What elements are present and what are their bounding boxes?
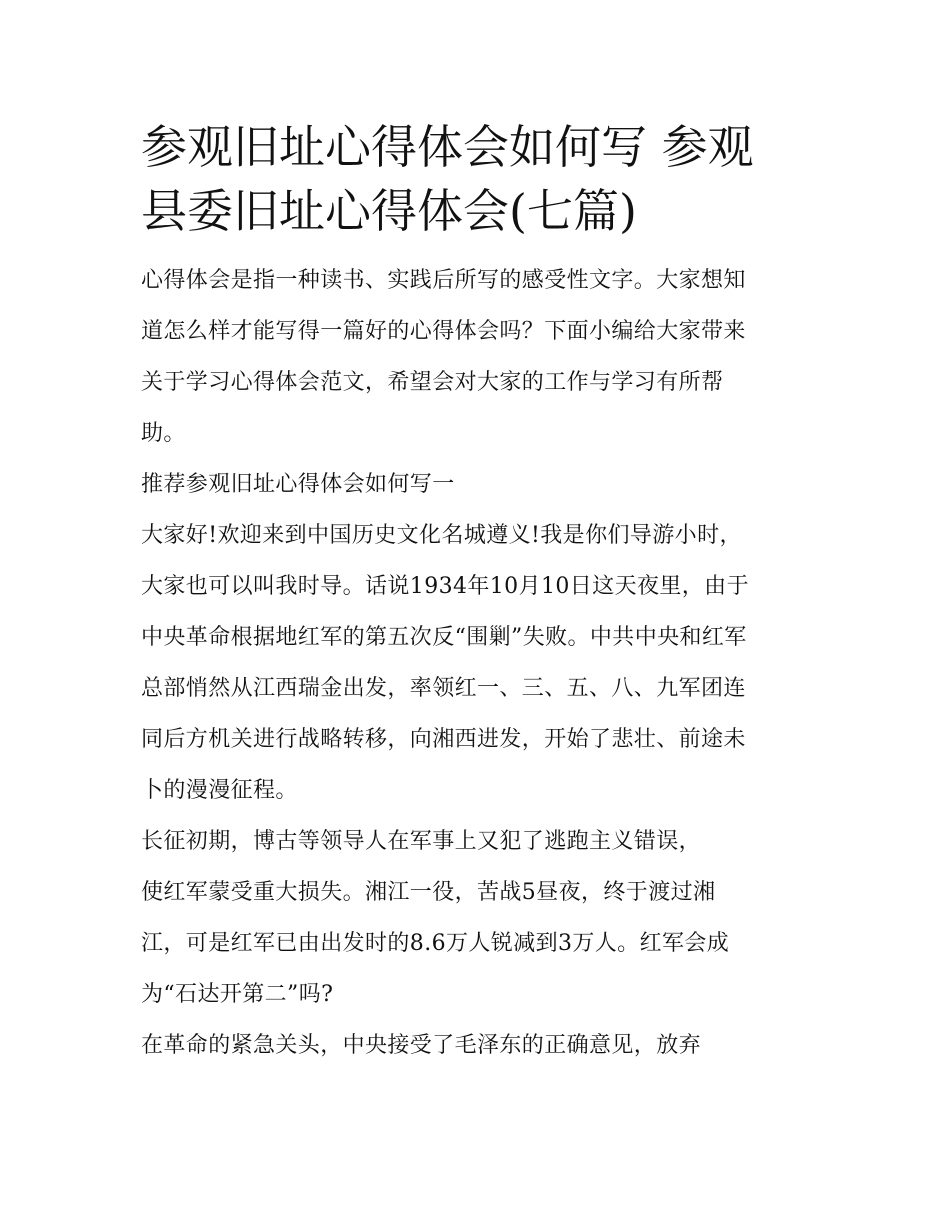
body-line: 中央革命根据地红军的第五次反“围剿”失败。中共中央和红军 (141, 625, 747, 650)
body-line: 在革命的紧急关头，中央接受了毛泽东的正确意见，放弃 (141, 1033, 702, 1058)
body-line: 关于学习心得体会范文，希望会对大家的工作与学习有所帮 (141, 370, 724, 395)
body-line: 为“石达开第二”吗? (141, 982, 334, 1007)
body-line: 道怎么样才能写得一篇好的心得体会吗？下面小编给大家带来 (141, 319, 746, 344)
section-heading: 推荐参观旧址心得体会如何写一 (141, 472, 455, 497)
body-line: 助。 (141, 421, 186, 446)
body-line: 同后方机关进行战略转移，向湘西进发，开始了悲壮、前途未 (141, 727, 746, 752)
body-line: 江，可是红军已由出发时的8.6万人锐减到3万人。红军会成 (141, 931, 730, 956)
document-title (141, 115, 821, 243)
title-line-1: 参观旧址心得体会如何写 参观 (141, 120, 754, 174)
body-line: 使红军蒙受重大损失。湘江一役，苦战5昼夜，终于渡过湘 (141, 880, 716, 905)
document-content (141, 115, 821, 1071)
document-body (141, 255, 821, 1071)
body-line: 长征初期，博古等领导人在军事上又犯了逃跑主义错误， (141, 829, 702, 854)
body-line: 心得体会是指一种读书、实践后所写的感受性文字。大家想知 (141, 268, 746, 293)
title-line-2: 县委旧址心得体会(七篇) (141, 184, 637, 238)
body-line: 大家好!欢迎来到中国历史文化名城遵义!我是你们导游小时， (141, 523, 742, 548)
body-line: 总部悄然从江西瑞金出发，率领红一、三、五、八、九军团连 (141, 676, 746, 701)
body-line: 卜的漫漫征程。 (141, 778, 298, 803)
body-line: 大家也可以叫我时导。话说1934年10月10日这天夜里，由于 (141, 574, 749, 599)
